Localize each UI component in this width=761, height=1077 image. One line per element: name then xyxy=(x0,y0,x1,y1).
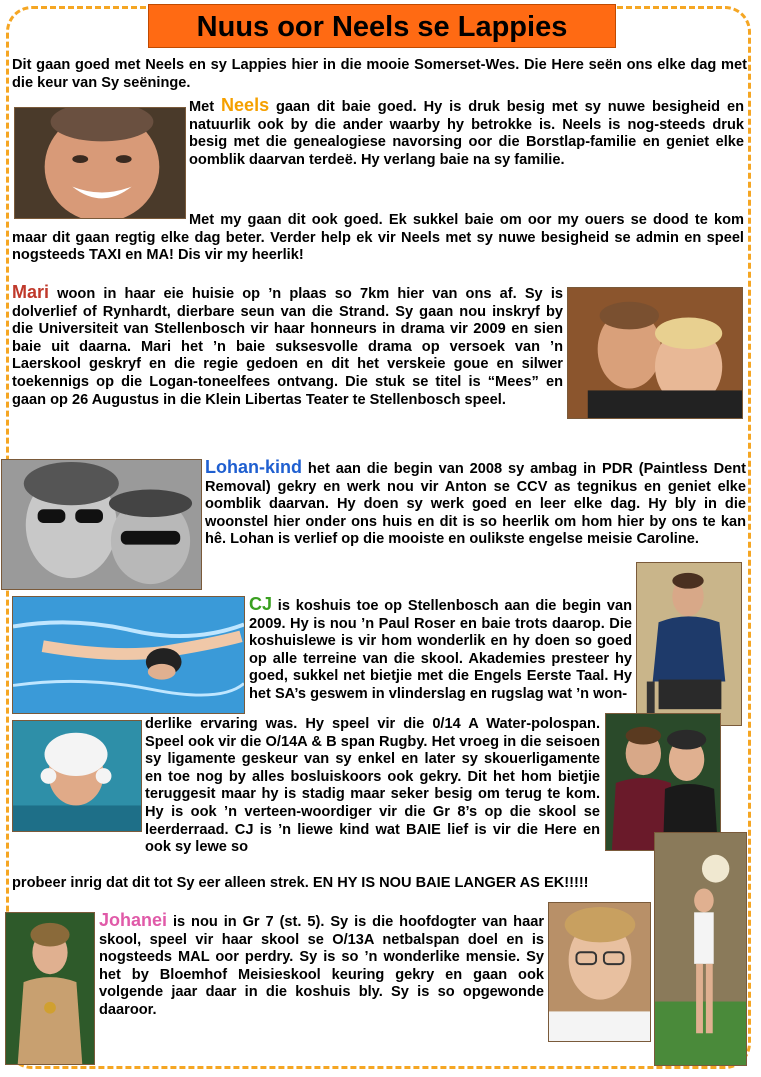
cj-paragraph-top xyxy=(249,596,632,704)
mari-text: woon in haar eie huisie op ’n plaas so 7km hier van ons af. Sy is dolverlief of Rynhardt, dierbare seun van die Strand. Sy gaan nou inskryf by die Universiteit van Stellenbosch vir haar honneurs in drama vir 2009 en sien baie uit daarna. Mari het ’n baie suksesvolle drama op versoek van ’n Laerskool geskryf en die regie gedoen en dit het verskeie goue en silwer toekennigs op die Logan-toneelfees ontvang. Die stuk se titel is “Mees” en gaan op 26 Augustus in die Klein Libertas Teater te Stellenbosch speel. xyxy=(12,286,563,408)
cj-paragraph-mid xyxy=(145,716,600,857)
cj-name: CJ xyxy=(249,594,273,614)
lohan-paragraph xyxy=(205,459,746,549)
neels-photo xyxy=(14,107,186,219)
page-title: Nuus oor Neels se Lappies xyxy=(148,4,616,48)
intro-paragraph xyxy=(12,57,747,92)
neels-name: Neels xyxy=(221,95,270,115)
lohan-photo xyxy=(1,459,202,590)
cj-text-bottom: probeer inrig dat dit tot Sy eer alleen strek. EN HY IS NOU BAIE LANGER AS EK!!!!! xyxy=(12,875,589,891)
cj-swimming-photo xyxy=(12,596,245,714)
intro-text: Dit gaan goed met Neels en sy Lappies hier in die mooie Somerset-Wes. Die Here seën ons elke dag met die keur van Sy seëninge. xyxy=(12,57,747,91)
neels-text: gaan dit baie goed. Hy is druk besig met sy nuwe besigheid en natuurlik ook by die ander waarby hy betrokke is. Neels is nog-steeds druk besig met die genealogiese navorsing oor die Borstlap-familie en geniet elke oomblik daarvan terdeë. Hy verlang baie na sy familie. xyxy=(189,99,745,168)
johanei-paragraph xyxy=(99,912,544,1020)
lohan-name: Lohan-kind xyxy=(205,457,302,477)
cj-portrait-photo xyxy=(636,562,742,726)
mari-name: Mari xyxy=(12,282,50,302)
cj-paragraph-bottom xyxy=(12,875,652,893)
johanei-text: is nou in Gr 7 (st. 5). Sy is die hoofdogter van haar skool, speel vir haar skool se O/13A netbalspan doel en is nogsteeds MAL oor perdry. Sy is so ’n wonderlike mensie. Sy het by Bloemhof Meisieskool keuring gekry en gaan ook volgende jaar daar in die koshuis bly. Sy is so opgewonde daaroor. xyxy=(99,914,544,1018)
johanei-closeup-photo xyxy=(548,902,651,1042)
cj-family-photo xyxy=(605,713,721,851)
johanei-portrait-photo xyxy=(5,912,95,1065)
neels-paragraph xyxy=(189,97,744,169)
cj-text-mid: derlike ervaring was. Hy speel vir die 0/14 A Water-polospan. Speel ook vir die O/14A & B span Rugby. Het vroeg in die seisoen sy ligamente geskeur van sy enkel en later sy skouerligamente en toe nog by alles bosluiskoors ook gekry. Dit het hom bietjie teruggesit maar hy is stadig maar seker besig om terug te kom. Hy is ook ’n verteen-woordiger vir die Gr 8’s op die skool se leerderraad. CJ is ’n liewe kind wat BAIE lief is vir die Here en ook sy lewe so xyxy=(145,716,600,856)
self-paragraph xyxy=(12,212,744,265)
johanei-netball-photo xyxy=(654,832,747,1066)
cj-waterpolo-photo xyxy=(12,720,142,832)
mari-photo xyxy=(567,287,743,419)
cj-text-top: is koshuis toe op Stellenbosch aan die begin van 2009. Hy is nou ’n Paul Roser en baie trots daarop. Die koshuislewe is vir hom wonderlik en hy doen so goed op alle terreine van die skool. Akademies presteer hy goed, sukkel net bietjie met die Engels Eerste Taal. Hy het SA’s geswem in vlinderslag en rugslag wat ’n won- xyxy=(249,598,632,702)
self-text: Met my gaan dit ook goed. Ek sukkel baie om oor my ouers se dood te kom maar dit gaan regtig elke dag beter. Verder help ek vir Neels met sy nuwe besigheid se admin en speel nogsteeds TAXI en MA! Dis vir my heerlik! xyxy=(12,212,744,264)
johanei-name: Johanei xyxy=(99,910,168,930)
lohan-text: het aan die begin van 2008 sy ambag in PDR (Paintless Dent Removal) gekry en werk nou vir Anton se CCV as tegnikus en geniet elke oomblik daarvan. Hy doen sy werk goed en leer elke dag. Hy bly in die woonstel hier onder ons huis en dit is so heerlik om hom hier by ons te kan hê. Lohan is verlief op die mooiste en oulikste engelse meisie Caroline. xyxy=(205,461,746,548)
neels-prefix: Met xyxy=(189,99,222,115)
mari-paragraph xyxy=(12,284,563,409)
